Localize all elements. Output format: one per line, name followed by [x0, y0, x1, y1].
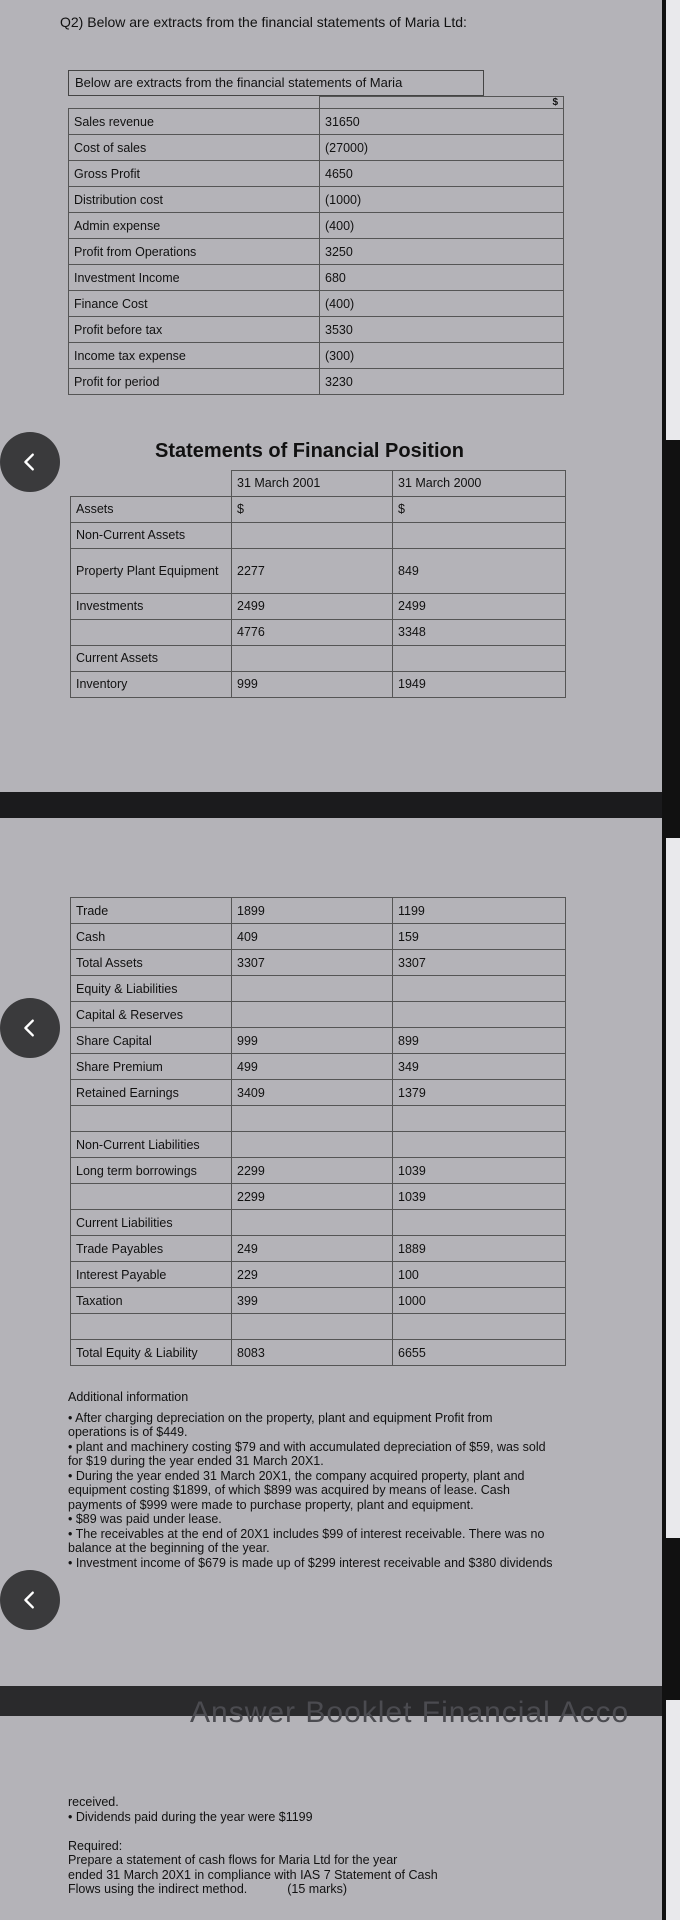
table-cell: 2299 [232, 1184, 393, 1210]
table-cell: 3409 [232, 1080, 393, 1106]
table-cell: Gross Profit [69, 161, 320, 187]
table-cell: 3307 [393, 950, 566, 976]
table-cell: 349 [393, 1054, 566, 1080]
table-row [69, 343, 564, 369]
table-cell: 899 [393, 1028, 566, 1054]
table-row [69, 161, 564, 187]
sfp-title: Statements of Financial Position [155, 440, 464, 462]
prev-page-button[interactable] [0, 998, 60, 1058]
table-row [71, 496, 566, 522]
table-cell: 100 [393, 1262, 566, 1288]
table-cell: (1000) [320, 187, 564, 213]
table-cell: 2499 [232, 593, 393, 619]
currency-header: $ [320, 97, 564, 109]
table-cell: 249 [232, 1236, 393, 1262]
table-row [71, 522, 566, 548]
table-row [71, 1002, 566, 1028]
table-row [69, 265, 564, 291]
table-cell: Trade [71, 898, 232, 924]
table-cell [232, 1002, 393, 1028]
page-strip-segment [666, 1700, 680, 1920]
page-strip-segment [666, 0, 680, 440]
table-cell [232, 645, 393, 671]
table-row [71, 1314, 566, 1340]
table-cell: Assets [71, 496, 232, 522]
table-cell: Income tax expense [69, 343, 320, 369]
info-line: • During the year ended 31 March 20X1, the company acquired property, plant and [68, 1468, 525, 1483]
table-row [71, 1132, 566, 1158]
table-cell: 2299 [232, 1158, 393, 1184]
table-row [69, 291, 564, 317]
table-row [69, 135, 564, 161]
table-cell: 1949 [393, 671, 566, 697]
table-cell: 1199 [393, 898, 566, 924]
marks-text: (15 marks) [287, 1882, 347, 1896]
additional-lines [68, 1411, 553, 1571]
info-line: operations is of $449. [68, 1425, 188, 1439]
table-cell: 1000 [393, 1288, 566, 1314]
table-row [71, 1210, 566, 1236]
prev-page-button[interactable] [0, 1570, 60, 1630]
table-row [71, 976, 566, 1002]
table-cell: Cash [71, 924, 232, 950]
additional-lines [68, 1795, 438, 1882]
additional-info-continued [68, 1795, 438, 1897]
table-cell [393, 1002, 566, 1028]
table-cell: Total Assets [71, 950, 232, 976]
table-cell: 999 [232, 671, 393, 697]
table-cell [393, 976, 566, 1002]
chevron-left-icon [19, 451, 41, 473]
table-cell: 229 [232, 1262, 393, 1288]
table-row [71, 619, 566, 645]
info-line: • After charging depreciation on the property, plant and equipment Profit from [68, 1410, 493, 1425]
table-cell: Equity & Liabilities [71, 976, 232, 1002]
page-strip-segment [666, 838, 680, 1538]
table-cell: Non-Current Assets [71, 522, 232, 548]
table-cell [71, 471, 232, 497]
table-cell: 2277 [232, 548, 393, 593]
info-line: balance at the beginning of the year. [68, 1541, 270, 1555]
table-cell: Trade Payables [71, 1236, 232, 1262]
table-cell [232, 1132, 393, 1158]
table-row [71, 950, 566, 976]
info-line: Prepare a statement of cash flows for Maria Ltd for the year [68, 1853, 398, 1867]
table-cell: Profit for period [69, 369, 320, 395]
info-line: • The receivables at the end of 20X1 includes $99 of interest receivable. There was no [68, 1526, 545, 1541]
table-cell: (400) [320, 213, 564, 239]
table-cell: Total Equity & Liability [71, 1340, 232, 1366]
watermark-text: Answer Booklet Financial Acco [190, 1696, 630, 1729]
income-statement-title: Below are extracts from the financial statements of Maria [68, 70, 484, 96]
table-cell: Profit before tax [69, 317, 320, 343]
last-line [68, 1882, 438, 1897]
table-cell: Share Capital [71, 1028, 232, 1054]
table-cell: Profit from Operations [69, 239, 320, 265]
table-cell [393, 522, 566, 548]
table-cell: 1039 [393, 1184, 566, 1210]
table-cell [232, 976, 393, 1002]
additional-info [68, 1390, 553, 1570]
table-cell [393, 1132, 566, 1158]
table-row [71, 1236, 566, 1262]
table-row [69, 317, 564, 343]
table-cell [232, 1106, 393, 1132]
table-row [71, 898, 566, 924]
table-row [71, 593, 566, 619]
table-cell: Retained Earnings [71, 1080, 232, 1106]
table-cell: Non-Current Liabilities [71, 1132, 232, 1158]
table-cell: 1889 [393, 1236, 566, 1262]
page-strip [662, 0, 680, 1920]
income-statement-table [68, 96, 564, 395]
table-cell [71, 1106, 232, 1132]
table-cell: 499 [232, 1054, 393, 1080]
table-cell [393, 1210, 566, 1236]
table-row [71, 1028, 566, 1054]
table-cell: Current Assets [71, 645, 232, 671]
last-line-text: Flows using the indirect method. [68, 1882, 248, 1896]
table-row [69, 187, 564, 213]
table-row [71, 1340, 566, 1366]
table-cell: 849 [393, 548, 566, 593]
table-row [71, 924, 566, 950]
table-row [71, 1184, 566, 1210]
info-line: • Investment income of $679 is made up of $299 interest receivable and $380 dividends [68, 1555, 553, 1570]
table-cell: 159 [393, 924, 566, 950]
table-row [71, 1080, 566, 1106]
info-line: • $89 was paid under lease. [68, 1512, 222, 1526]
question-text: Q2) Below are extracts from the financial statements of Maria Ltd: [60, 14, 467, 30]
table-cell: Current Liabilities [71, 1210, 232, 1236]
table-cell: $ [393, 496, 566, 522]
table-cell: Share Premium [71, 1054, 232, 1080]
column-header: 31 March 2001 [232, 471, 393, 497]
table-cell [232, 522, 393, 548]
table-cell [393, 1314, 566, 1340]
table-row [71, 1054, 566, 1080]
table-row [69, 239, 564, 265]
page-separator [0, 792, 662, 818]
table-cell [232, 1210, 393, 1236]
table-cell [393, 645, 566, 671]
table-row [71, 548, 566, 593]
info-line: • plant and machinery costing $79 and with accumulated depreciation of $59, was sold [68, 1439, 546, 1454]
table-cell [71, 1314, 232, 1340]
table-cell: Inventory [71, 671, 232, 697]
table-cell [393, 1106, 566, 1132]
table-row [69, 213, 564, 239]
column-header: 31 March 2000 [393, 471, 566, 497]
table-cell: 409 [232, 924, 393, 950]
info-line: • Dividends paid during the year were $1199 [68, 1809, 313, 1824]
info-line: ended 31 March 20X1 in compliance with IAS 7 Statement of Cash [68, 1867, 438, 1882]
table-cell: Taxation [71, 1288, 232, 1314]
info-line: for $19 during the year ended 31 March 20X1. [68, 1454, 324, 1468]
table-cell: (400) [320, 291, 564, 317]
table-cell: Long term borrowings [71, 1158, 232, 1184]
table-cell: 8083 [232, 1340, 393, 1366]
table-cell: Finance Cost [69, 291, 320, 317]
table-row [71, 1106, 566, 1132]
table-cell: 3250 [320, 239, 564, 265]
info-line: received. [68, 1795, 119, 1809]
table-row [71, 645, 566, 671]
info-line: payments of $999 were made to purchase property, plant and equipment. [68, 1497, 474, 1512]
table-cell: 1899 [232, 898, 393, 924]
table-cell: Capital & Reserves [71, 1002, 232, 1028]
table-row [69, 109, 564, 135]
chevron-left-icon [19, 1017, 41, 1039]
table-cell: Property Plant Equipment [71, 548, 232, 593]
table-cell: 399 [232, 1288, 393, 1314]
table-row [71, 1158, 566, 1184]
table-cell: 3530 [320, 317, 564, 343]
table-row [71, 671, 566, 697]
table-cell [71, 619, 232, 645]
table-cell: Admin expense [69, 213, 320, 239]
table-cell: 4776 [232, 619, 393, 645]
table-cell: Distribution cost [69, 187, 320, 213]
table-cell: (300) [320, 343, 564, 369]
table-cell [232, 1314, 393, 1340]
table-cell: 2499 [393, 593, 566, 619]
table-cell: 4650 [320, 161, 564, 187]
table-cell: (27000) [320, 135, 564, 161]
table-cell: 3230 [320, 369, 564, 395]
info-line [68, 1824, 438, 1839]
additional-heading: Additional information [68, 1390, 189, 1404]
table-cell: 3348 [393, 619, 566, 645]
chevron-left-icon [19, 1589, 41, 1611]
prev-page-button[interactable] [0, 432, 60, 492]
info-line: equipment costing $1899, of which $899 was acquired by means of lease. Cash [68, 1483, 510, 1497]
table-row [69, 369, 564, 395]
table-cell [69, 97, 320, 109]
table-row [71, 1262, 566, 1288]
table-cell: Cost of sales [69, 135, 320, 161]
table-cell [71, 1184, 232, 1210]
sfp-table-bottom [70, 897, 566, 1366]
sfp-table-top [70, 470, 566, 698]
table-cell: Investment Income [69, 265, 320, 291]
info-line: Required: [68, 1838, 123, 1853]
table-cell: 680 [320, 265, 564, 291]
table-cell: $ [232, 496, 393, 522]
table-cell: 999 [232, 1028, 393, 1054]
table-cell: 6655 [393, 1340, 566, 1366]
table-cell: Interest Payable [71, 1262, 232, 1288]
table-cell: 31650 [320, 109, 564, 135]
table-row [71, 1288, 566, 1314]
table-cell: 1039 [393, 1158, 566, 1184]
table-cell: 1379 [393, 1080, 566, 1106]
table-cell: Sales revenue [69, 109, 320, 135]
table-cell: 3307 [232, 950, 393, 976]
table-cell: Investments [71, 593, 232, 619]
